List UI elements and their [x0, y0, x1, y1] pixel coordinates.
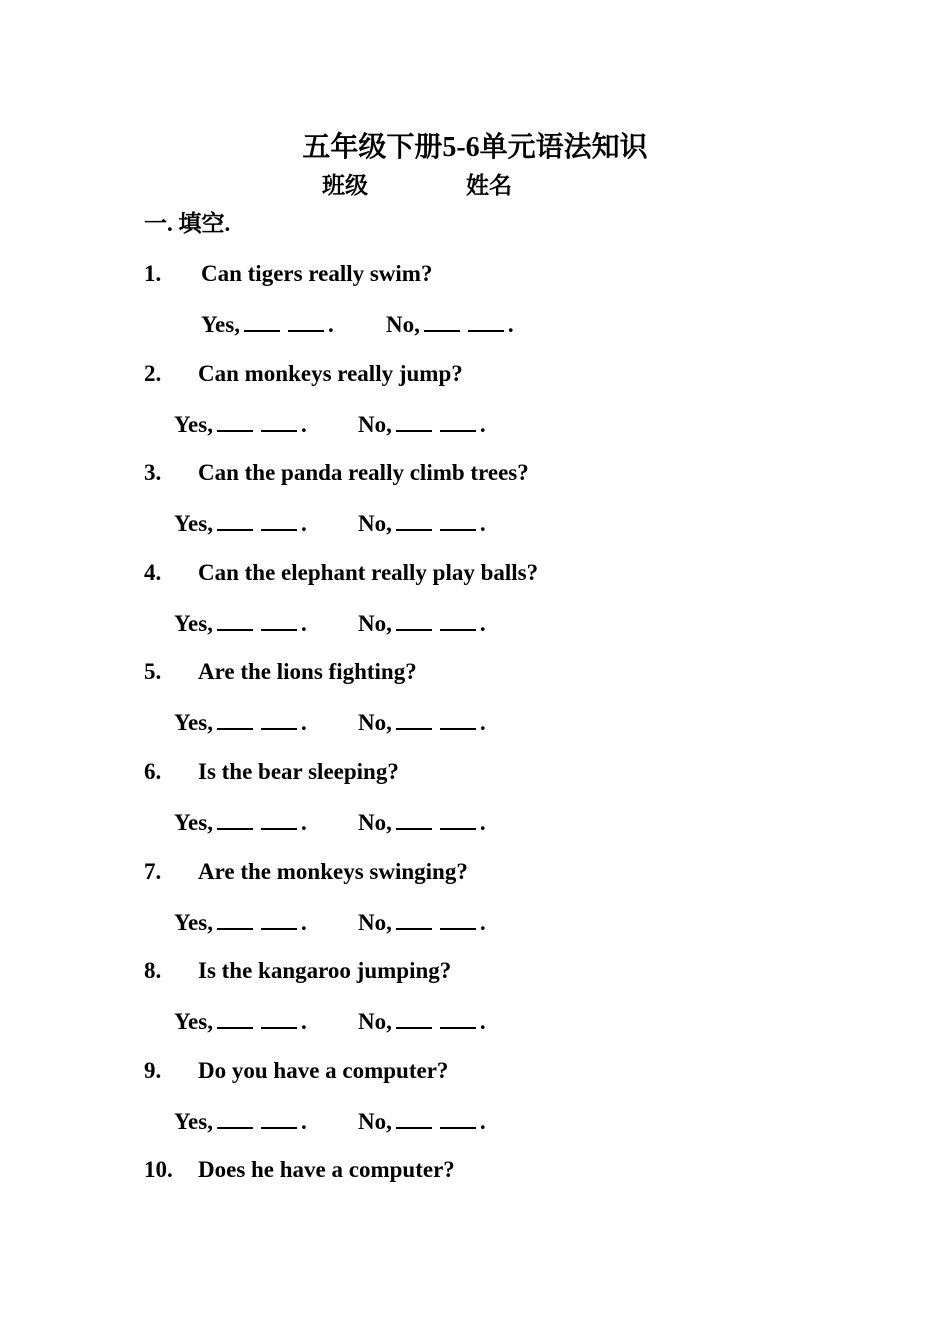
answer-blank[interactable]: [261, 507, 297, 531]
answer-blank[interactable]: [440, 607, 476, 631]
question-number: 6.: [144, 759, 162, 784]
yes-answer: Yes, .: [174, 408, 307, 441]
answer-blank[interactable]: [440, 1105, 476, 1129]
answer-blank[interactable]: [440, 1005, 476, 1029]
question-text: Is the kangaroo jumping?: [198, 958, 452, 984]
no-answer: No, .: [358, 906, 486, 939]
question-text: Are the monkeys swinging?: [198, 858, 468, 884]
answer-blank[interactable]: [396, 906, 432, 930]
answer-blank[interactable]: [396, 1005, 432, 1029]
question-text: Can tigers really swim?: [201, 261, 433, 286]
yes-answer: Yes, .: [174, 507, 307, 540]
question-text: Can the panda really climb trees?: [198, 460, 529, 486]
question-number: 2.: [144, 360, 162, 386]
answer-blank[interactable]: [217, 607, 253, 631]
answer-blank[interactable]: [396, 706, 432, 730]
question-number: 7.: [144, 858, 162, 884]
name-label: 姓名: [466, 173, 512, 198]
no-answer: No, .: [358, 1105, 486, 1138]
question-number: 5.: [144, 659, 162, 685]
question-text: Are the lions fighting?: [198, 659, 417, 685]
question-number: 8.: [144, 958, 162, 984]
page-title: 五年级下册5-6单元语法知识: [302, 132, 648, 163]
question-text: Does he have a computer?: [198, 1157, 455, 1183]
answer-blank[interactable]: [440, 906, 476, 930]
answer-blank[interactable]: [440, 806, 476, 830]
section-heading: 一. 填空.: [144, 211, 231, 236]
question-number: 3.: [144, 460, 162, 486]
answer-blank[interactable]: [396, 507, 432, 531]
yes-answer: Yes, .: [174, 1105, 307, 1138]
answer-blank[interactable]: [244, 308, 280, 332]
answer-blank[interactable]: [217, 1005, 253, 1029]
question-text: Can the elephant really play balls?: [198, 559, 539, 585]
question-text: Do you have a computer?: [198, 1057, 449, 1083]
no-answer: No, .: [358, 408, 486, 441]
answer-blank[interactable]: [468, 308, 504, 332]
answer-blank[interactable]: [288, 308, 324, 332]
question-number: 9.: [144, 1057, 162, 1083]
no-answer: No, .: [358, 706, 486, 739]
answer-blank[interactable]: [261, 806, 297, 830]
answer-blank[interactable]: [440, 706, 476, 730]
answer-blank[interactable]: [217, 507, 253, 531]
question-number: 10.: [144, 1157, 173, 1183]
yes-answer: Yes, .: [174, 607, 307, 640]
answer-blank[interactable]: [217, 906, 253, 930]
yes-answer: Yes, .: [201, 308, 334, 341]
answer-blank[interactable]: [261, 706, 297, 730]
answer-blank[interactable]: [261, 1005, 297, 1029]
answer-blank[interactable]: [424, 308, 460, 332]
yes-answer: Yes, .: [174, 806, 307, 839]
answer-blank[interactable]: [217, 806, 253, 830]
answer-blank[interactable]: [261, 1105, 297, 1129]
answer-blank[interactable]: [217, 408, 253, 432]
question-text: Is the bear sleeping?: [198, 759, 399, 784]
answer-blank[interactable]: [217, 1105, 253, 1129]
question-number: 1.: [144, 261, 162, 286]
question-text: Can monkeys really jump?: [198, 360, 463, 386]
answer-blank[interactable]: [261, 906, 297, 930]
no-answer: No, .: [358, 607, 486, 640]
no-answer: No, .: [386, 308, 514, 341]
answer-blank[interactable]: [440, 408, 476, 432]
yes-answer: Yes, .: [174, 706, 307, 739]
question-number: 4.: [144, 559, 162, 585]
answer-blank[interactable]: [261, 607, 297, 631]
yes-answer: Yes, .: [174, 906, 307, 939]
answer-blank[interactable]: [217, 706, 253, 730]
class-label: 班级: [322, 173, 368, 198]
answer-blank[interactable]: [396, 607, 432, 631]
answer-blank[interactable]: [396, 806, 432, 830]
yes-answer: Yes, .: [174, 1005, 307, 1038]
no-answer: No, .: [358, 806, 486, 839]
answer-blank[interactable]: [440, 507, 476, 531]
answer-blank[interactable]: [396, 1105, 432, 1129]
no-answer: No, .: [358, 507, 486, 540]
answer-blank[interactable]: [396, 408, 432, 432]
answer-blank[interactable]: [261, 408, 297, 432]
no-answer: No, .: [358, 1005, 486, 1038]
